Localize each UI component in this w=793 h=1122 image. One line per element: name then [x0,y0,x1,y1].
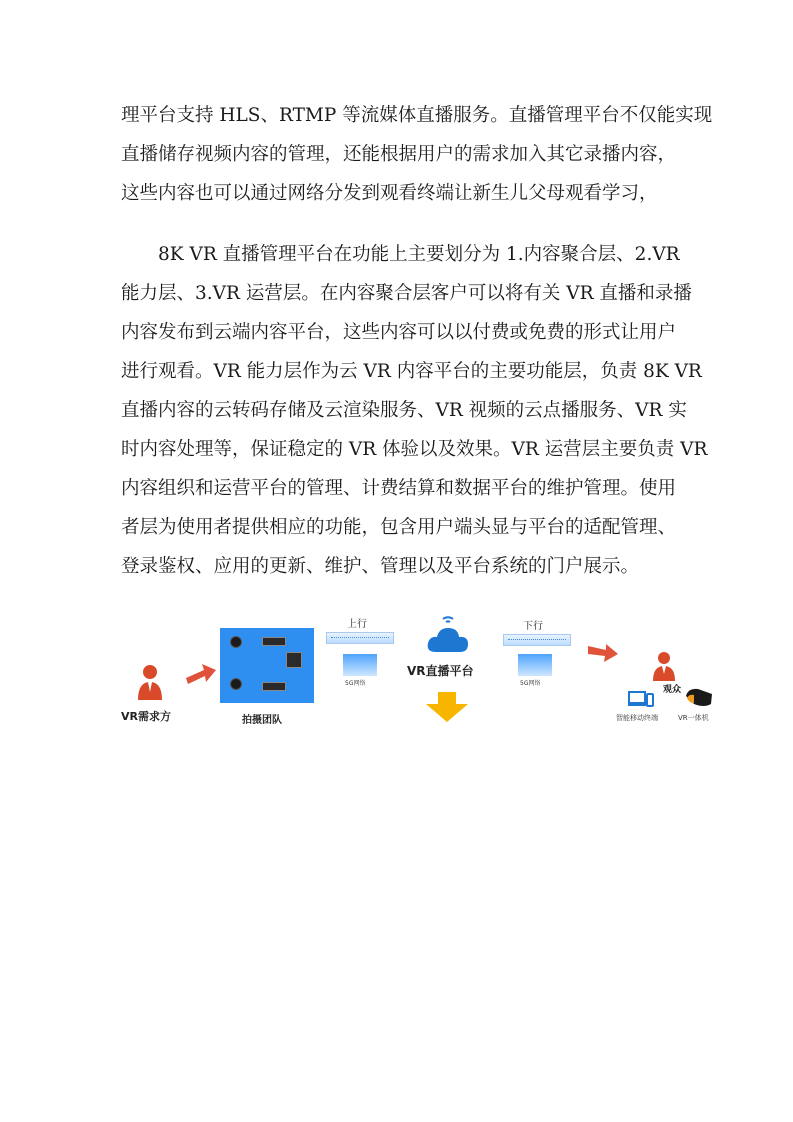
downlink-arrow [503,634,571,646]
control-device-icon [286,652,302,668]
uplink-arrow [326,632,394,644]
paragraph-1-line-1: 理平台支持 HLS、RTMP 等流媒体直播服务。直播管理平台不仅能实现 [121,105,713,126]
mobile-terminal-icon [628,690,654,710]
headset-label: VR一体机 [678,714,709,722]
audience-label: 观众 [663,685,682,695]
paragraph-2 [121,235,708,586]
arrow-right-icon [588,642,618,662]
paragraph-1-line-3: 这些内容也可以通过网络分发到观看终端让新生儿父母观看学习， [121,183,658,204]
mobile-label: 智能移动终端 [616,714,658,722]
tower-icon [518,654,552,676]
encoder-server-icon [262,637,286,646]
camera-icon [230,678,242,690]
paragraph-2-line-8: 者层为使用者提供相应的功能，包含用户端头显与平台的适配管理、 [121,517,677,538]
paragraph-2-line-5: 直播内容的云转码存储及云渲染服务、VR 视频的云点播服务、VR 实 [121,400,687,421]
paragraph-2-line-1: 8K VR 直播管理平台在功能上主要划分为 1.内容聚合层、2.VR [158,244,680,265]
vr-live-flow-diagram [118,612,718,732]
downlink-label: 下行 [523,621,543,632]
audience-person-icon [652,650,676,682]
network-label-right: 5G网络 [520,680,541,687]
paragraph-2-line-3: 内容发布到云端内容平台，这些内容可以以付费或免费的形式让用户 [121,322,677,343]
paragraph-2-line-6: 时内容处理等，保证稳定的 VR 体验以及效果。VR 运营层主要负责 VR [121,439,708,460]
vr-headset-icon [684,686,714,708]
paragraph-1 [121,96,713,213]
stream-server-icon [262,682,286,691]
network-label-left: 5G网络 [345,680,366,687]
team-label: 拍摄团队 [242,715,282,726]
requester-label: VR需求方 [121,710,171,723]
arrow-right-icon [186,664,216,686]
platform-label: VR直播平台 [407,664,474,678]
paragraph-1-line-2: 直播储存视频内容的管理，还能根据用户的需求加入其它录播内容， [121,144,677,165]
requester-person-icon [136,662,164,702]
paragraph-2-line-7: 内容组织和运营平台的管理、计费结算和数据平台的维护管理。使用 [121,478,677,499]
cloud-icon [424,616,472,656]
uplink-label: 上行 [347,619,367,630]
tower-icon [343,654,377,676]
paragraph-2-line-2: 能力层、3.VR 运营层。在内容聚合层客户可以将有关 VR 直播和录播 [121,283,692,304]
paragraph-2-line-9: 登录鉴权、应用的更新、维护、管理以及平台系统的门户展示。 [121,556,640,577]
paragraph-2-line-4: 进行观看。VR 能力层作为云 VR 内容平台的主要功能层，负责 8K VR [121,361,702,382]
arrow-down-icon [426,692,468,722]
shooting-team-box [220,628,314,703]
camera-icon [230,636,242,648]
